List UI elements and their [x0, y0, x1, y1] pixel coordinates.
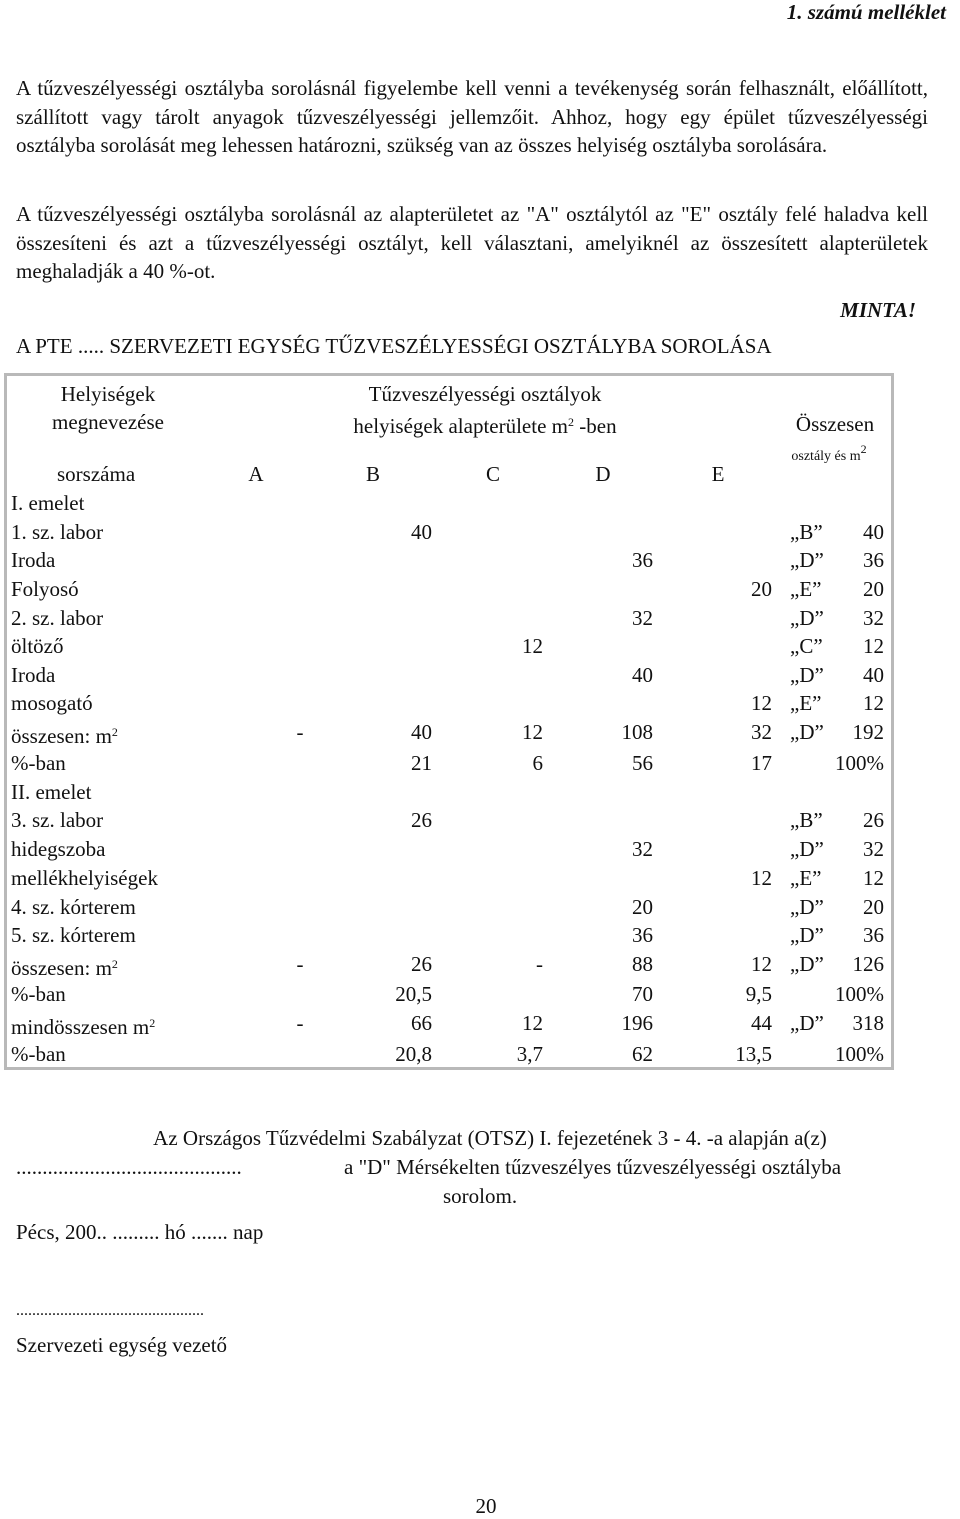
cell-class-e: 13,5 [735, 1042, 772, 1066]
row-label-text: Folyosó [11, 577, 79, 601]
header-class-unit-sup: 2 [860, 442, 867, 456]
cell-total-class: „C” [790, 634, 823, 658]
basis-line-3: sorolom. [443, 1184, 518, 1208]
cell-class-d: 20 [632, 895, 653, 919]
header-rooms-line1: Helyiségek [60, 382, 156, 406]
table-row [0, 778, 960, 806]
class-e-label: E [711, 462, 725, 486]
row-label-text: 4. sz. kórterem [11, 895, 136, 919]
cell-class-d: 36 [632, 548, 653, 572]
cell-class-c: 12 [522, 634, 543, 658]
cell-total-class: „E” [790, 577, 822, 601]
cell-total-class: „D” [790, 720, 824, 744]
row-label-text: II. emelet [11, 780, 92, 804]
header-total: Összesen [795, 412, 875, 436]
table-row [0, 632, 960, 660]
cell-class-b: 20,5 [395, 982, 432, 1006]
header-class-row [0, 460, 960, 488]
row-label [11, 921, 136, 949]
cell-class-c: 3,7 [516, 1042, 543, 1066]
row-label [11, 1009, 155, 1041]
row-label-sup: 2 [111, 957, 118, 971]
basis-class-text: a "D" Mérsékelten tűzveszélyes tűzveszélyességi osztályba [344, 1155, 842, 1179]
cell-total-area: 36 [863, 548, 884, 572]
cell-class-a: - [296, 720, 304, 744]
cell-total-area: 40 [863, 663, 884, 687]
row-label-text: %-ban [11, 982, 66, 1006]
row-label [11, 718, 118, 750]
cell-class-b: 26 [411, 952, 432, 976]
cell-class-c: - [536, 952, 543, 976]
cell-total-class: „E” [790, 866, 822, 890]
table-row [0, 689, 960, 717]
cell-class-b: 40 [411, 520, 432, 544]
cell-total-area: 318 [852, 1011, 884, 1035]
cell-total-area: 20 [863, 577, 884, 601]
table-row [0, 489, 960, 517]
header-class-unit-text: osztály és m [791, 449, 861, 464]
row-label [11, 980, 66, 1008]
table-row [0, 749, 960, 777]
cell-total-percent: 100% [835, 751, 884, 775]
row-label [11, 604, 103, 632]
header-rooms-line2: megnevezése [52, 410, 164, 434]
cell-class-b: 21 [411, 751, 432, 775]
intro-paragraph: A tűzveszélyességi osztályba sorolásnál figyelembe kell venni a tevékenység során felhasznált, előállított, szállított vagy tárolt anyagok tűzveszélyességi jellemzőit. Ahhoz, hogy egy épület tűzveszélyességi osztályba sorolását meg lehessen határozni, szükség van az összes helyiség osztályba sorolására. [16, 76, 928, 157]
cell-class-d: 32 [632, 606, 653, 630]
cell-class-e: 9,5 [745, 982, 772, 1006]
row-label-text: 1. sz. labor [11, 520, 104, 544]
cell-class-c: 6 [532, 751, 543, 775]
cell-class-b: 66 [411, 1011, 432, 1035]
cell-total-percent: 100% [835, 982, 884, 1006]
row-label [11, 806, 103, 834]
cell-class-e: 12 [751, 952, 772, 976]
row-label-text: öltöző [11, 634, 64, 658]
cell-class-d: 32 [632, 837, 653, 861]
header-fire-line1: Tűzveszélyességi osztályok [368, 382, 602, 406]
page-number: 20 [475, 1494, 497, 1518]
class-b-label: B [365, 462, 380, 486]
row-label-text: mellékhelyiségek [11, 866, 158, 890]
row-label-text: mosogató [11, 691, 93, 715]
row-label [11, 489, 84, 517]
cell-total-class: „D” [790, 837, 824, 861]
header-fire-line2 [320, 408, 650, 440]
cell-class-d: 40 [632, 663, 653, 687]
cell-total-class: „B” [790, 808, 823, 832]
class-d-label: D [595, 462, 611, 486]
cell-total-class: „D” [790, 923, 824, 947]
table-row [0, 921, 960, 949]
cell-total-area: 12 [863, 634, 884, 658]
row-label [11, 835, 105, 863]
table-row [0, 864, 960, 892]
basis-line-1: Az Országos Tűzvédelmi Szabályzat (OTSZ) I. fejezetének 3 - 4. -a alapján a(z) [153, 1126, 827, 1150]
cell-class-b: 20,8 [395, 1042, 432, 1066]
cell-class-b: 26 [411, 808, 432, 832]
row-label [11, 632, 64, 660]
cell-total-area: 20 [863, 895, 884, 919]
cell-total-class: „D” [790, 952, 824, 976]
cell-class-c: 12 [522, 1011, 543, 1035]
header-fire-sup: 2 [568, 415, 574, 429]
cell-total-class: „D” [790, 606, 824, 630]
cell-class-e: 12 [751, 866, 772, 890]
cell-class-d: 196 [621, 1011, 653, 1035]
cell-class-e: 17 [751, 751, 772, 775]
cell-class-d: 62 [632, 1042, 653, 1066]
cell-total-class: „D” [790, 895, 824, 919]
cell-class-e: 12 [751, 691, 772, 715]
table-row [0, 661, 960, 689]
row-label [11, 575, 79, 603]
row-label-text: %-ban [11, 1042, 66, 1066]
row-label-text: %-ban [11, 751, 66, 775]
sample-label: MINTA! [840, 298, 916, 322]
rule-paragraph: A tűzveszélyességi osztályba sorolásnál az alapterületet az "A" osztálytól az "E" osztály felé haladva kell összesíteni és azt a tűzveszélyességi osztályt, kell választani, amelyiknél az összesített alapterületek meghaladják a 40 %-ot. [16, 202, 928, 283]
class-c-label: C [485, 462, 500, 486]
row-label [11, 1040, 66, 1068]
cell-class-e: 20 [751, 577, 772, 601]
header-number: sorszáma [57, 462, 136, 486]
cell-total-area: 36 [863, 923, 884, 947]
row-label [11, 778, 91, 806]
row-label-text: I. emelet [11, 491, 85, 515]
cell-class-b: 40 [411, 720, 432, 744]
cell-total-percent: 100% [835, 1042, 884, 1066]
row-label-text: Iroda [11, 663, 56, 687]
header-fire-area: helyiségek alapterülete m [353, 414, 568, 438]
table-row [0, 546, 960, 574]
cell-class-d: 70 [632, 982, 653, 1006]
row-label-text: összesen: m [11, 956, 112, 980]
cell-total-class: „D” [790, 548, 824, 572]
cell-class-c: 12 [522, 720, 543, 744]
table-row [0, 893, 960, 921]
row-label [11, 893, 136, 921]
table-row [0, 604, 960, 632]
table-row [0, 1040, 960, 1068]
header-fire-classes [320, 380, 650, 440]
cell-class-e: 44 [751, 1011, 772, 1035]
row-label-sup: 2 [111, 725, 118, 739]
cell-total-area: 126 [852, 952, 884, 976]
row-label-text: 3. sz. labor [11, 808, 104, 832]
cell-total-class: „E” [790, 691, 822, 715]
cell-class-d: 36 [632, 923, 653, 947]
cell-total-area: 12 [863, 691, 884, 715]
table-row [0, 980, 960, 1008]
cell-total-area: 32 [863, 837, 884, 861]
cell-total-area: 40 [863, 520, 884, 544]
class-a-label: A [248, 462, 264, 486]
table-row [0, 575, 960, 603]
table-title: A PTE ..... SZERVEZETI EGYSÉG TŰZVESZÉLYESSÉGI OSZTÁLYBA SOROLÁSA [16, 334, 772, 358]
row-label [11, 749, 66, 777]
header-fire-unit: -ben [574, 414, 617, 438]
row-label-text: összesen: m [11, 724, 112, 748]
cell-total-class: „B” [790, 520, 823, 544]
cell-class-a: - [296, 1011, 304, 1035]
row-label-sup: 2 [149, 1016, 156, 1030]
date-line: Pécs, 200.. ......... hó ....... nap [16, 1220, 264, 1244]
cell-total-area: 12 [863, 866, 884, 890]
table-row [0, 518, 960, 546]
signature-dots: ............................................... [16, 1302, 204, 1319]
cell-class-d: 56 [632, 751, 653, 775]
row-label-text: mindösszesen m [11, 1015, 150, 1039]
row-label [11, 689, 93, 717]
cell-total-class: „D” [790, 1011, 824, 1035]
table-row [0, 835, 960, 863]
cell-total-area: 32 [863, 606, 884, 630]
row-label [11, 518, 103, 546]
cell-class-a: - [296, 952, 304, 976]
table-row [0, 718, 960, 746]
row-label-text: 5. sz. kórterem [11, 923, 136, 947]
cell-class-d: 88 [632, 952, 653, 976]
row-label [11, 950, 118, 982]
cell-class-e: 32 [751, 720, 772, 744]
row-label-text: hidegszoba [11, 837, 106, 861]
row-label [11, 661, 55, 689]
signature-label: Szervezeti egység vezető [16, 1333, 228, 1357]
row-label [11, 864, 158, 892]
row-label-text: 2. sz. labor [11, 606, 104, 630]
cell-class-d: 108 [621, 720, 653, 744]
cell-total-area: 26 [863, 808, 884, 832]
row-label [11, 546, 55, 574]
cell-total-class: „D” [790, 663, 824, 687]
table-row [0, 806, 960, 834]
table-row [0, 950, 960, 978]
basis-dots: ........................................... [16, 1155, 242, 1179]
cell-total-area: 192 [852, 720, 884, 744]
annex-label: 1. számú melléklet [786, 0, 946, 24]
row-label-text: Iroda [11, 548, 56, 572]
table-row [0, 1009, 960, 1037]
header-rooms [18, 380, 198, 436]
